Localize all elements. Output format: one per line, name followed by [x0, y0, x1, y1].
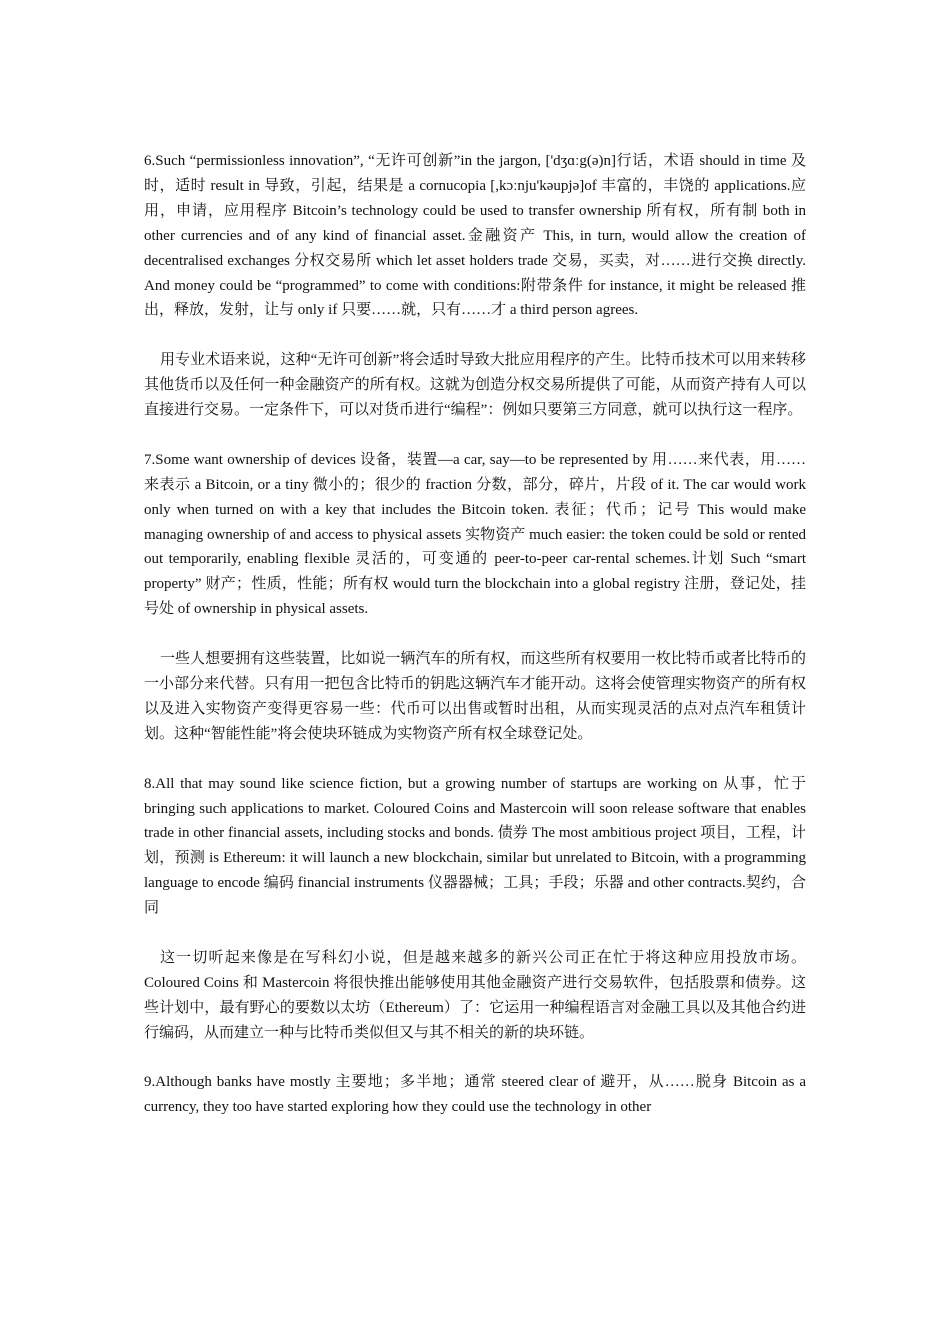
paragraph-7-english: 7.Some want ownership of devices 设备，装置—a car, say—to be represented by 用……来代表，用……来表示 a Bitcoin, or a tiny 微小的；很少的 fraction 分数，部分，碎片，片段 of it. The car would work only when turned on with a key that includes the Bitcoin token. 表征；代币；记号 This would make managing ownership of and access to physical assets 实物资产 much easier: the token could be sold or rented out temporarily, enabling flexible 灵活的，可变通的 peer-to-peer car-rental schemes.计划 Such “smart property” 财产；性质，性能；所有权 would turn the blockchain into a global registry 注册，登记处，挂号处 of ownership in physical assets. [144, 451, 806, 618]
document-body [144, 149, 806, 1120]
paragraph-gap [144, 622, 806, 647]
paragraph-8-chinese: 这一切听起来像是在写科幻小说，但是越来越多的新兴公司正在忙于将这种应用投放市场。Coloured Coins 和 Mastercoin 将很快推出能够使用其他金融资产进行交易软件，包括股票和债券。这些计划中，最有野心的要数以太坊（Ethereum）了：它运用一种编程语言对金融工具以及其他合约进行编码，从而建立一种与比特币类似但又与其不相关的新的块环链。 [144, 949, 806, 1041]
paragraph-gap [144, 1046, 806, 1071]
paragraph-gap [144, 747, 806, 772]
paragraph-gap [144, 323, 806, 348]
paragraph-7-chinese: 一些人想要拥有这些装置，比如说一辆汽车的所有权，而这些所有权要用一枚比特币或者比特币的一小部分来代替。只有用一把包含比特币的钥匙这辆汽车才能开动。这将会使管理实物资产的所有权以及进入实物资产变得更容易一些：代币可以出售或暂时出租，从而实现灵活的点对点汽车租赁计划。这种“智能性能”将会使块环链成为实物资产所有权全球登记处。 [144, 651, 806, 742]
paragraph-gap [144, 423, 806, 448]
paragraph-9-english: 9.Although banks have mostly 主要地；多半地；通常 steered clear of 避开，从……脱身 Bitcoin as a currency, they too have started exploring how they could use the technology in other [144, 1074, 806, 1116]
paragraph-8-english: 8.All that may sound like science fiction, but a growing number of startups are working on 从事，忙于 bringing such applications to market. Coloured Coins and Mastercoin will soon release software that enables trade in other financial assets, including stocks and bonds. 债券 The most ambitious project 项目，工程，计划，预测 is Ethereum: it will launch a new blockchain, similar but unrelated to Bitcoin, with a programming language to encode 编码 financial instruments 仪器器械；工具；手段；乐器 and other contracts.契约，合同 [144, 775, 806, 917]
paragraph-6-english: 6.Such “permissionless innovation”, “无许可创新”in the jargon, ['dʒɑːg(ə)n]行话，术语 should in time 及时，适时 result in 导致，引起，结果是 a cornucopia [,kɔːnju'kəupjə]of 丰富的，丰饶的 applications.应用，申请，应用程序 Bitcoin’s technology could be used to transfer ownership 所有权，所有制 both in other currencies and of any kind of financial asset.金融资产 This, in turn, would allow the creation of decentralised exchanges 分权交易所 which let asset holders trade 交易，买卖，对……进行交换 directly. And money could be “programmed” to come with conditions:附带条件 for instance, it might be released 推出，释放，发射，让与 only if 只要……就，只有……才 a third person agrees. [144, 153, 806, 319]
paragraph-6-chinese: 用专业术语来说，这种“无许可创新”将会适时导致大批应用程序的产生。比特币技术可以用来转移其他货币以及任何一种金融资产的所有权。这就为创造分权交易所提供了可能，从而资产持有人可以直接进行交易。一定条件下，可以对货币进行“编程”：例如只要第三方同意，就可以执行这一程序。 [144, 352, 806, 419]
paragraph-gap [144, 921, 806, 946]
